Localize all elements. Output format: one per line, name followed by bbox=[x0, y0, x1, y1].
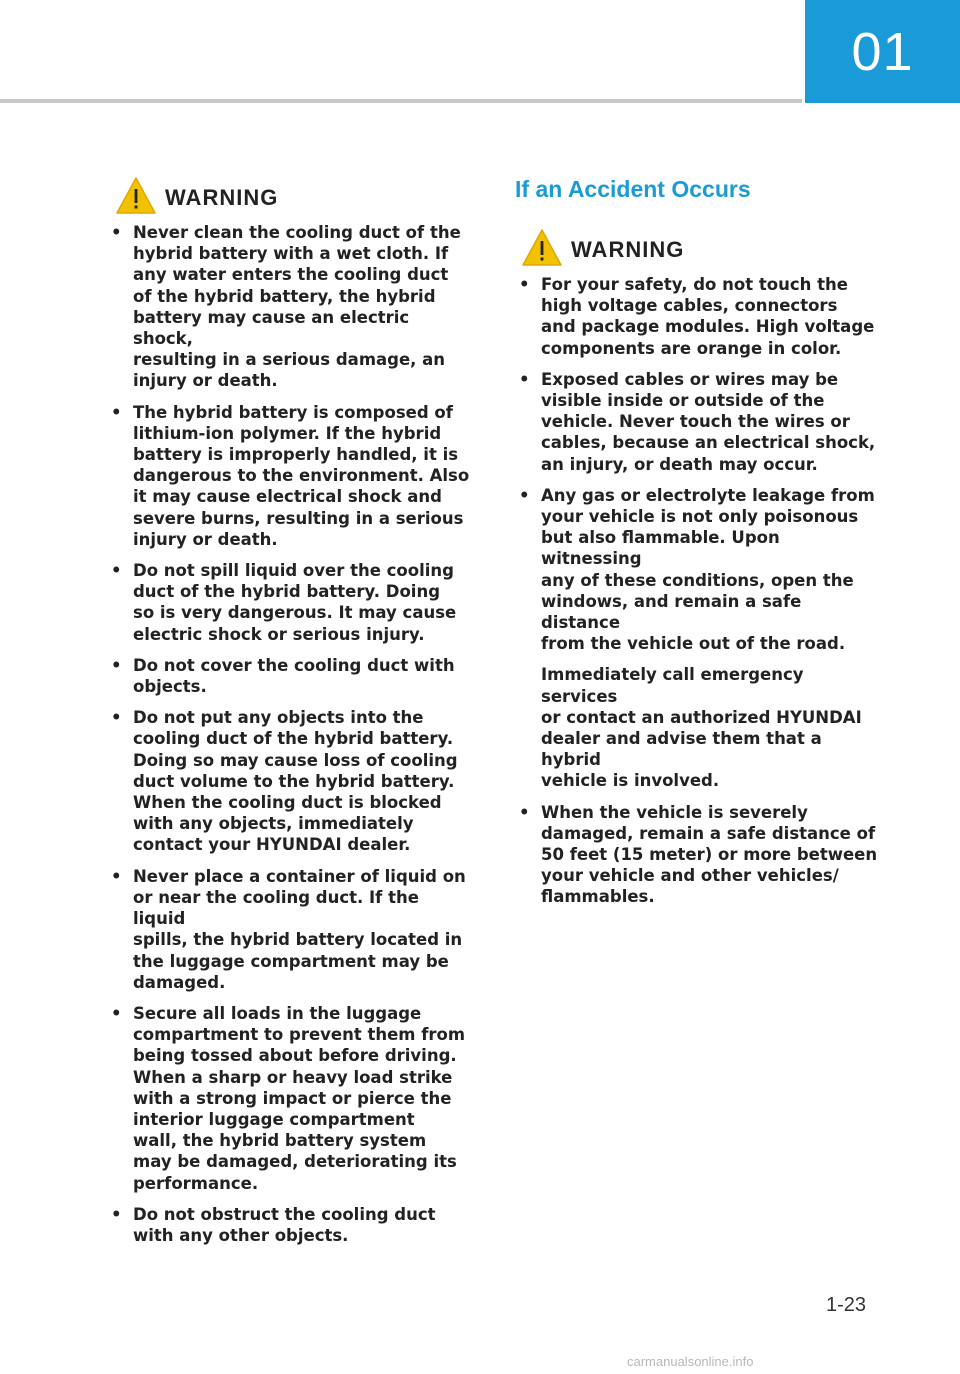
bullet-icon: • bbox=[519, 802, 530, 822]
list-item bbox=[515, 485, 885, 792]
list-item bbox=[107, 1204, 472, 1246]
list-item-text: The hybrid battery is composed of lithium-ion polymer. If the hybrid battery is improperly handled, it is dangerous to the environment. Also it may cause electrical shock and severe burns, resulting in a serious injury or death. bbox=[133, 402, 470, 549]
list-item-text: Do not obstruct the cooling duct with any other objects. bbox=[133, 1204, 436, 1245]
list-item bbox=[515, 802, 885, 908]
bullet-icon: • bbox=[519, 485, 530, 505]
right-column bbox=[515, 176, 885, 918]
bullet-icon: • bbox=[111, 402, 122, 422]
bullet-icon: • bbox=[111, 1204, 122, 1224]
bullet-icon: • bbox=[111, 708, 122, 728]
warning-label: WARNING bbox=[571, 237, 685, 262]
list-item bbox=[107, 402, 472, 550]
list-item bbox=[107, 222, 472, 392]
list-item bbox=[107, 655, 472, 697]
list-item-text: Any gas or electrolyte leakage from your vehicle is not only poisonous but also flammable. Upon witnessing any of these conditions, open the windows, and remain a safe distance from the vehicle out of the road. bbox=[541, 485, 875, 654]
bullet-icon: • bbox=[111, 655, 122, 675]
list-item bbox=[107, 707, 472, 855]
list-item-text: Do not spill liquid over the cooling duct of the hybrid battery. Doing so is very dangerous. It may cause electric shock or serious injury. bbox=[133, 561, 457, 644]
header-rule bbox=[0, 99, 802, 103]
list-item-note: Immediately call emergency services or contact an authorized HYUNDAI dealer and advise them that a hybrid vehicle is involved. bbox=[541, 665, 862, 791]
list-item bbox=[107, 1003, 472, 1194]
warning-heading-right bbox=[521, 228, 885, 268]
warning-triangle-icon bbox=[115, 176, 157, 216]
chapter-number: 01 bbox=[851, 21, 914, 82]
chapter-tab bbox=[805, 0, 960, 103]
list-item bbox=[515, 369, 885, 475]
list-item-text: Exposed cables or wires may be visible inside or outside of the vehicle. Never touch the wires or cables, because an electrical shock, an injury, or death may occur. bbox=[541, 369, 876, 474]
bullet-icon: • bbox=[111, 866, 122, 886]
section-title: If an Accident Occurs bbox=[515, 176, 751, 202]
page-number: 1-23 bbox=[826, 1294, 867, 1316]
list-item-text: When the vehicle is severely damaged, remain a safe distance of 50 feet (15 meter) or more between your vehicle and other vehicles/ flammables. bbox=[541, 802, 878, 907]
bullet-icon: • bbox=[111, 1003, 122, 1023]
warning-label: WARNING bbox=[165, 185, 279, 210]
bullet-icon: • bbox=[111, 561, 122, 581]
list-item bbox=[107, 866, 472, 993]
list-item-text: Do not cover the cooling duct with objects. bbox=[133, 655, 455, 697]
list-item-text: Never clean the cooling duct of the hybrid battery with a wet cloth. If any water enters the cooling duct of the hybrid battery, the hybrid battery may cause an electric shock, resulting in a serious damage, an injury or death. bbox=[133, 223, 461, 391]
list-item bbox=[107, 560, 472, 645]
bullet-icon: • bbox=[111, 223, 122, 242]
warning-list-left bbox=[107, 222, 472, 1246]
left-column bbox=[107, 176, 472, 1256]
watermark: carmanualsonline.info bbox=[627, 1354, 754, 1369]
warning-list-right bbox=[515, 274, 885, 908]
bullet-icon: • bbox=[519, 275, 530, 294]
warning-triangle-icon bbox=[521, 228, 563, 268]
list-item-text: Do not put any objects into the cooling duct of the hybrid battery. Doing so may cause loss of cooling duct volume to the hybrid battery. When the cooling duct is blocked with any objects, immediately contact your HYUNDAI dealer. bbox=[133, 708, 458, 855]
bullet-icon: • bbox=[519, 369, 530, 389]
list-item-text: Never place a container of liquid on or near the cooling duct. If the liquid spills, the hybrid battery located in the luggage compartment may be damaged. bbox=[133, 866, 466, 992]
list-item bbox=[515, 274, 885, 359]
list-item-text: Secure all loads in the luggage compartment to prevent them from being tossed about before driving. When a sharp or heavy load strike with a strong impact or pierce the interior luggage compartment wall, the hybrid battery system may be damaged, deteriorating its performance. bbox=[133, 1003, 466, 1193]
list-item-text: For your safety, do not touch the high voltage cables, connectors and package modules. High voltage components are orange in color. bbox=[541, 275, 875, 358]
warning-heading-left bbox=[115, 176, 472, 216]
